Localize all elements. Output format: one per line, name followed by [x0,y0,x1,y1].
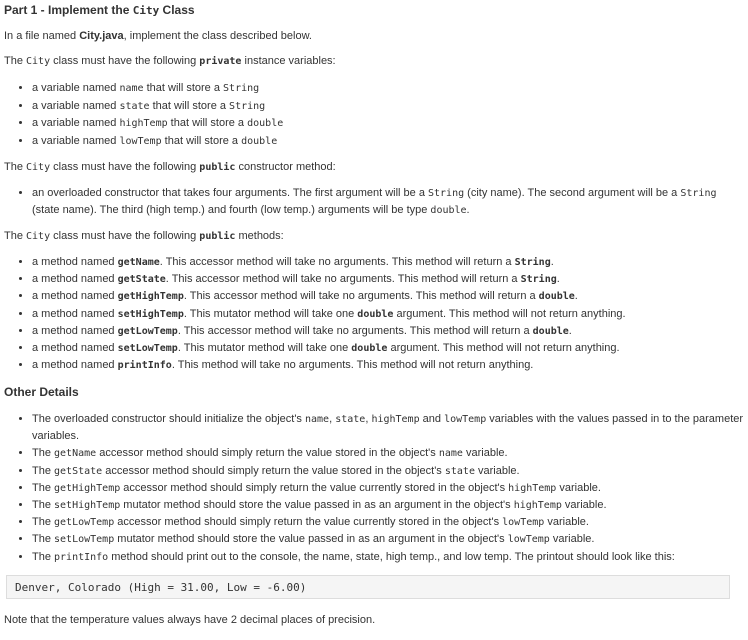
var-name: name [438,448,463,460]
list-item [32,549,744,566]
var-name: lowTemp [444,414,487,426]
li-text: . This accessor method will take no arguments. This method will return a [183,290,539,303]
li-text: . This method will take no arguments. This method will not return anything. [171,359,534,372]
li-text: (city name). The second argument will be a [464,187,681,199]
li-text: argument. This method will not return anything. [393,307,626,320]
method-name: getState [54,465,103,477]
arg-type: double [357,308,394,320]
li-text: accessor method should simply return the value stored in the object's [96,447,439,460]
method-name: setHighTemp [117,308,184,320]
method-name: printInfo [54,551,109,563]
var-name: state [335,414,366,426]
li-text: that will store a [143,82,224,94]
li-text: . [550,256,554,268]
li-text: . [466,204,470,216]
list-item [32,133,744,151]
var-name: state [444,465,475,477]
li-text: argument. This method will not return anything. [387,342,620,355]
var-name: highTemp [508,482,557,494]
list-item [32,306,744,323]
list-item [32,480,744,497]
vars-intro-t3: instance variables: [241,55,336,67]
vars-intro-t2: class must have the following [50,55,200,67]
method-name: getName [117,257,160,268]
li-text: The [32,550,55,563]
other-details-list [4,411,744,565]
var-name: highTemp [119,118,168,129]
part-title [4,3,744,21]
var-name: highTemp [513,500,562,512]
list-item [32,80,744,98]
var-name: name [119,83,144,94]
list-item [32,323,744,340]
li-text: variable. [474,464,520,477]
list-item [32,254,744,271]
li-text: The [32,533,55,546]
li-text: an overloaded constructor that takes four arguments. The first argument will be a [32,187,428,199]
method-name: getName [54,448,97,460]
vars-intro-t1: The [4,55,27,67]
var-name: state [119,100,150,112]
ctor-intro-t2: class must have the following [50,161,200,173]
li-text: mutator method should store the value passed in as an argument in the object's [114,533,508,546]
vars-intro-modifier: private [199,56,242,67]
methods-intro-t2: class must have the following [50,230,200,242]
list-item [32,357,744,374]
part-title-code: City [132,4,160,17]
precision-note: Note that the temperature values always have 2 decimal places of precision. [4,613,376,626]
li-text: a variable named [32,82,120,94]
li-text: variables with the values passed in to the parameter variables. [32,413,744,443]
vars-intro-class: City [26,56,51,67]
type-code: String [428,188,465,199]
instance-variable-list [4,80,744,150]
li-text: . [556,273,560,286]
filename: City.java [79,30,124,42]
li-text: a method named [32,359,118,372]
li-text: . This mutator method will take one [183,307,358,320]
li-text: a method named [32,307,118,320]
li-text: a variable named [32,99,120,112]
var-name: lowTemp [119,135,162,147]
intro-text: In a file named [4,30,80,42]
var-name: name [304,414,330,426]
list-item [32,98,744,116]
var-type: String [229,100,266,112]
methods-intro-class: City [26,231,51,242]
arg-type: double [351,343,388,355]
var-type: String [223,83,260,94]
list-item [32,288,744,305]
li-text: The [32,447,55,460]
return-type: String [520,274,557,286]
method-name: setHighTemp [54,500,121,512]
li-text: . This accessor method will take no arguments. This method will return a [165,273,521,286]
li-text: The overloaded constructor should initialize the object's [32,413,305,426]
li-sep: and [419,413,445,426]
ctor-intro-t3: constructor method: [235,161,336,173]
list-item [32,531,744,548]
assignment-document [4,0,744,628]
methods-intro-modifier: public [199,231,236,242]
return-type: String [514,257,551,268]
li-text: . This accessor method will take no arguments. This method will return a [159,256,515,268]
list-item [32,185,744,219]
list-item [32,445,744,462]
li-text: a method named [32,290,118,303]
method-name: getLowTemp [54,517,115,529]
list-item [32,411,744,445]
methods-intro-t3: methods: [235,230,284,242]
methods-intro-t1: The [4,230,27,242]
var-name: lowTemp [502,517,545,529]
ctor-intro [4,160,744,175]
method-name: getLowTemp [117,325,178,337]
li-text: variable. [544,516,589,529]
li-text: variable. [556,481,601,494]
li-sep: , [329,413,336,426]
other-details-heading: Other Details [4,385,79,400]
list-item [32,497,744,514]
li-text: variable. [561,499,607,512]
var-type: double [247,118,284,129]
li-text: . This accessor method will take no arguments. This method will return a [177,324,533,337]
li-text: variable. [462,447,508,460]
var-type: double [241,135,278,147]
ctor-intro-modifier: public [199,162,236,173]
li-text: variable. [549,533,595,546]
method-name: setLowTemp [54,534,115,546]
li-text: accessor method should simply return the value currently stored in the object's [120,481,509,494]
li-text: accessor method should simply return the value stored in the object's [102,464,445,477]
list-item [32,340,744,357]
part-title-suffix: Class [159,3,195,17]
constructor-list [4,185,744,219]
list-item [32,115,744,133]
method-name: getHighTemp [54,482,121,494]
li-text: The [32,516,55,529]
ctor-intro-class: City [26,162,51,173]
var-name: highTemp [371,414,420,426]
var-name: lowTemp [507,534,550,546]
method-list [4,254,744,374]
part-title-prefix: Part 1 - Implement the [4,3,133,17]
li-text: a method named [32,256,118,268]
li-text: a method named [32,324,118,337]
li-sep: , [365,413,372,426]
li-text: that will store a [149,99,230,112]
method-name: printInfo [117,360,172,372]
li-text: a method named [32,342,118,355]
li-text: that will store a [161,134,242,147]
li-text: The [32,464,55,477]
type-code: String [680,188,717,199]
li-text: (state name). The third (high temp.) and fourth (low temp.) arguments will be type [32,204,431,216]
method-name: getHighTemp [117,291,184,303]
method-name: setLowTemp [117,343,178,355]
return-type: double [532,325,569,337]
intro-paragraph [4,29,744,44]
li-text: a method named [32,273,118,286]
intro-text-end: , implement the class described below. [123,30,312,42]
list-item [32,271,744,288]
methods-intro [4,229,744,244]
li-text: . [568,324,572,337]
list-item [32,514,744,531]
li-text: accessor method should simply return the value currently stored in the object's [114,516,503,529]
li-text: a variable named [32,134,120,147]
li-text: The [32,481,55,494]
type-code: double [430,205,467,216]
li-text: mutator method should store the value passed in as an argument in the object's [120,499,514,512]
li-text: . [574,290,578,303]
return-type: double [538,291,575,303]
ctor-intro-t1: The [4,161,27,173]
li-text: method should print out to the console, the name, state, high temp., and low temp. The printout should look like this: [108,550,675,563]
method-name: getState [117,274,166,286]
li-text: that will store a [167,117,248,129]
li-text: a variable named [32,117,120,129]
sample-output-block: Denver, Colorado (High = 31.00, Low = -6.00) [6,575,730,599]
li-text: . This mutator method will take one [177,342,352,355]
list-item [32,463,744,480]
vars-intro [4,54,744,69]
li-text: The [32,499,55,512]
